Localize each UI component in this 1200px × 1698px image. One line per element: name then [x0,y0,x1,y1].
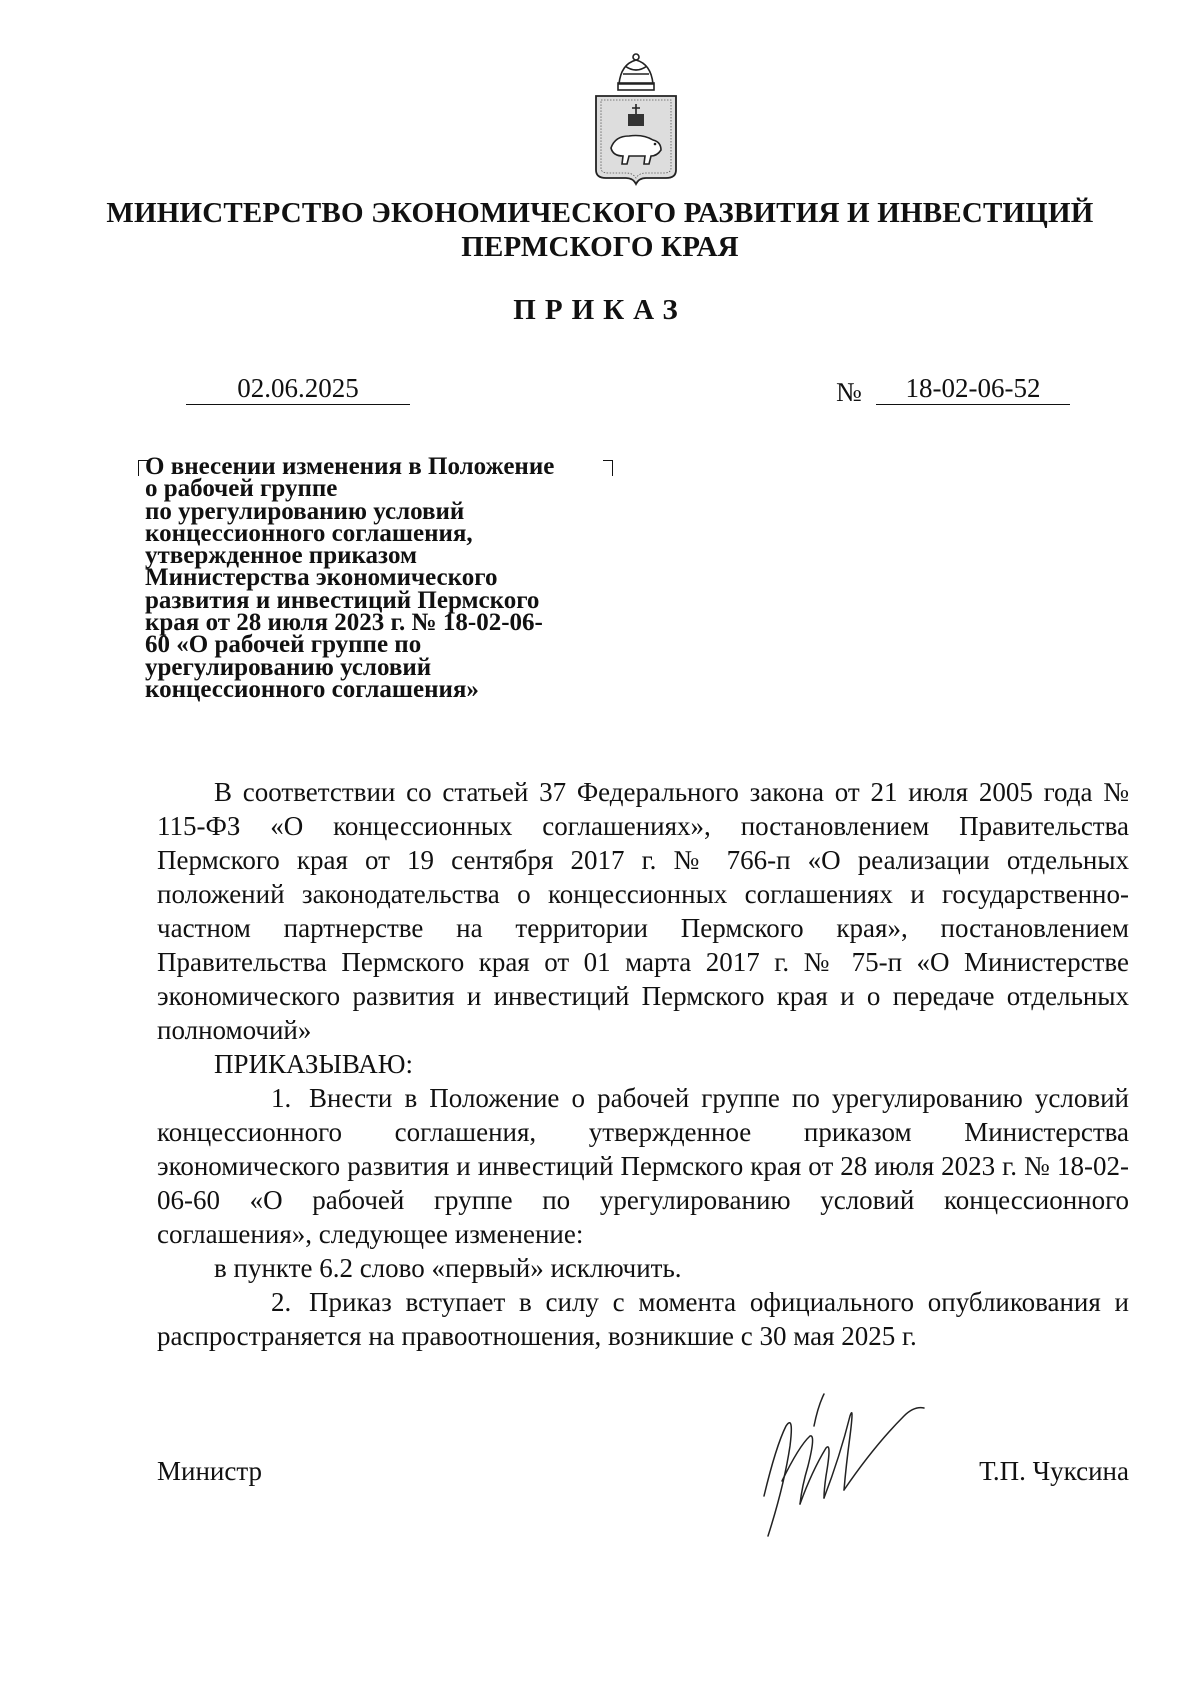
subject-line: О внесении изменения в Положение [145,453,555,480]
subject-line: 60 «О рабочей группе по [145,631,422,659]
subject-line: утвержденное приказом [145,542,417,570]
subject-line: о рабочей группе [145,475,338,503]
order-word: ПРИКАЗЫВАЮ: [214,1049,413,1079]
ministry-name-line2: ПЕРМСКОГО КРАЯ [461,231,739,263]
item-1-subparagraph: в пункте 6.2 слово «первый» исключить. [214,1253,682,1283]
item-2-paragraph [157,1285,1129,1353]
subject-line: урегулированию условий [145,653,432,681]
subject-line: концессионного соглашения, [145,519,473,547]
subject-line: развития и инвестиций Пермского [145,586,540,614]
document-body [157,775,1129,1353]
subject-heading [145,453,615,703]
signatory-name: Т.П. Чуксина [979,1456,1129,1486]
document-number: 18-02-06-52 [876,373,1070,405]
item-1-text: Внести в Положение о рабочей группе по урегулированию условий концессионного соглашения, утвержденное приказом Министерства экономического развития и инвестиций Пермского края от 28 июля 2023 г. № 18-02-06-60 «О рабочей группе по урегулированию условий концессионного соглашения», следующее изменение: [157,1083,1129,1249]
item-2-number: 2. [271,1287,292,1317]
subject-line: края от 28 июля 2023 г. № 18-02-06- [145,609,543,637]
subject-line: по урегулированию условий [145,497,465,525]
number-sign: № [836,377,862,407]
item-1-paragraph [157,1081,1129,1251]
item-1-number: 1. [271,1083,292,1113]
subject-line: Министерства экономического [145,564,498,592]
document-date: 02.06.2025 [186,373,410,405]
signature-block [157,1456,1129,1496]
signatory-position: Министр [157,1456,262,1486]
item-2-text: Приказ вступает в силу с момента официального опубликования и распространяется на правоотношения, возникшие с 30 мая 2025 г. [157,1287,1129,1351]
ministry-name-line1: МИНИСТЕРСТВО ЭКОНОМИЧЕСКОГО РАЗВИТИЯ И ИНВЕСТИЦИЙ [106,197,1094,229]
subject-line: концессионного соглашения» [145,675,479,703]
perm-krai-coat-of-arms-icon [591,52,681,186]
document-type-title: ПРИКАЗ [513,294,687,326]
preamble-paragraph: В соответствии со статьей 37 Федерального закона от 21 июля 2005 года № 115-ФЗ «О концессионных соглашениях», постановлением Правительства Пермского края от 19 сентября 2017 г. № 766-п «О реализации отдельных положений законодательства о концессионных соглашениях и государственно-частном партнерстве на территории Пермского края», постановлением Правительства Пермского края от 01 марта 2017 г. № 75-п «О Министерстве экономического развития и инвестиций Пермского края и о передаче отдельных полномочий» [157,777,1129,1045]
ministry-name [100,196,1100,264]
